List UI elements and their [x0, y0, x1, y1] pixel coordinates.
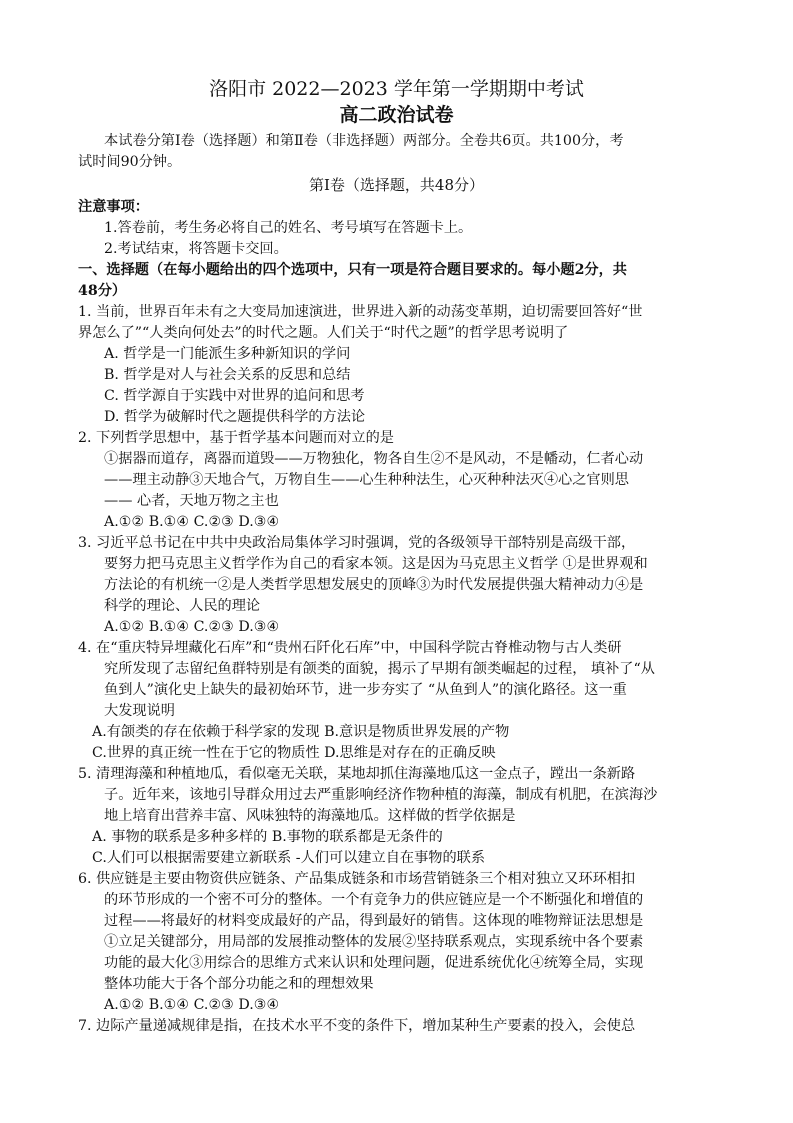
part1-title: 第Ⅰ卷（选择题，共48分）: [308, 176, 484, 194]
question-line: 6. 供应链是主要由物资供应链条、产品集成链条和市场营销链条三个相对独立又环环相扣: [78, 871, 636, 887]
option-line: A.①② B.①④ C.②③ D.③④: [104, 997, 280, 1013]
question-line: 5. 清理海藻和种植地瓜，看似毫无关联，某地却抓住海藻地瓜这一金点子，蹚出一条新路: [78, 766, 636, 782]
question-line: ——理主动静③天地合气，万物自生——心生种种法生，心灭种种法灭④心之官则思: [104, 472, 629, 488]
notice-heading: 注意事项：: [78, 199, 149, 215]
question-line: ①据器而道存，离器而道毁——万物独化，物各自生②不是风动，不是幡动，仁者心动: [104, 451, 644, 467]
option-line: A.①② B.①④ C.②③ D.③④: [104, 619, 280, 635]
question-line: 2. 下列哲学思想中，基于哲学基本问题而对立的是: [78, 430, 394, 446]
question-line: —— 心者，天地万物之主也: [104, 493, 279, 509]
question-line: 4. 在“重庆特异埋藏化石库”和“贵州石阡化石库”中，中国科学院古脊椎动物与古人类研: [78, 640, 622, 656]
intro-line: 本试卷分第Ⅰ卷（选择题）和第Ⅱ卷（非选择题）两部分。全卷共6页。共100分，考: [104, 133, 624, 149]
option-line: C. 哲学源自于实践中对世界的追问和思考: [104, 388, 365, 404]
question-line: 子。近年来，该地引导群众用过去严重影响经济作物种植的海藻，制成有机肥，在滨海沙: [104, 787, 658, 803]
question-line: 整体功能大于各个部分功能之和的理想效果: [104, 976, 374, 992]
question-line: 方法论的有机统一②是人类哲学思想发展史的顶峰③为时代发展提供强大精神动力④是: [104, 577, 644, 593]
question-line: 究所发现了志留纪鱼群特别是有颌类的面貌，揭示了早期有颌类崛起的过程， 填补了“从: [104, 661, 655, 677]
question-line: 鱼到人”演化史上缺失的最初始环节，进一步夯实了 “从鱼到人”的演化路径。这一重: [104, 682, 627, 698]
paper-subtitle: 高二政治试卷: [339, 104, 454, 126]
section-heading: 一、选择题（在每小题给出的四个选项中，只有一项是符合题目要求的。每小题2分，共: [78, 262, 627, 278]
option-line: B. 哲学是对人与社会关系的反思和总结: [104, 367, 351, 383]
question-line: ①立足关键部分，用局部的发展推动整体的发展②坚持联系观点，实现系统中各个要素: [104, 934, 644, 950]
question-line: 过程——将最好的材料变成最好的产品，得到最好的销售。这体现的唯物辩证法思想是: [104, 913, 644, 929]
question-line: 界怎么了”“人类向何处去”的时代之题。人们关于“时代之题”的哲学思考说明了: [78, 325, 569, 341]
option-line: C.人们可以根据需要建立新联系 -人们可以建立自在事物的联系: [92, 850, 486, 866]
section-heading: 48分）: [78, 283, 127, 299]
question-line: 的环节形成的一个密不可分的整体。一个有竞争力的供应链应是一个不断强化和增值的: [104, 892, 644, 908]
intro-line: 试时间90分钟。: [78, 154, 182, 170]
question-line: 功能的最大化③用综合的思维方式来认识和处理问题，促进系统优化④统筹全局，实现: [104, 955, 644, 971]
question-line: 1. 当前，世界百年未有之大变局加速演进，世界进入新的动荡变革期，迫切需要回答好“世: [78, 304, 643, 320]
exam-title: 洛阳市 2022—2023 学年第一学期期中考试: [209, 78, 584, 100]
option-line: A. 哲学是一门能派生多种新知识的学问: [104, 346, 351, 362]
option-line: A.①② B.①④ C.②③ D.③④: [104, 514, 280, 530]
notice-item: 2.考试结束，将答题卡交回。: [104, 241, 288, 257]
option-line: A. 事物的联系是多种多样的 B.事物的联系都是无条件的: [92, 829, 443, 845]
question-line: 7. 边际产量递减规律是指，在技术水平不变的条件下，增加某种生产要素的投入，会使总: [78, 1018, 636, 1034]
notice-item: 1.答卷前，考生务必将自己的姓名、考号填写在答题卡上。: [104, 220, 473, 236]
question-line: 大发现说明: [104, 703, 175, 719]
question-line: 科学的理论、人民的理论: [104, 598, 261, 614]
option-line: D. 哲学为破解时代之题提供科学的方法论: [104, 409, 366, 425]
option-line: A.有颌类的存在依赖于科学家的发现 B.意识是物质世界发展的产物: [92, 724, 510, 740]
option-line: C.世界的真正统一性在于它的物质性 D.思维是对存在的正确反映: [92, 745, 496, 761]
question-line: 3. 习近平总书记在中共中央政治局集体学习时强调，党的各级领导干部特别是高级干部，: [78, 535, 636, 551]
question-line: 地上培育出营养丰富、风味独特的海藻地瓜。这样做的哲学依据是: [104, 808, 516, 824]
question-line: 要努力把马克思主义哲学作为自己的看家本领。这是因为马克思主义哲学 ①是世界观和: [104, 556, 648, 572]
